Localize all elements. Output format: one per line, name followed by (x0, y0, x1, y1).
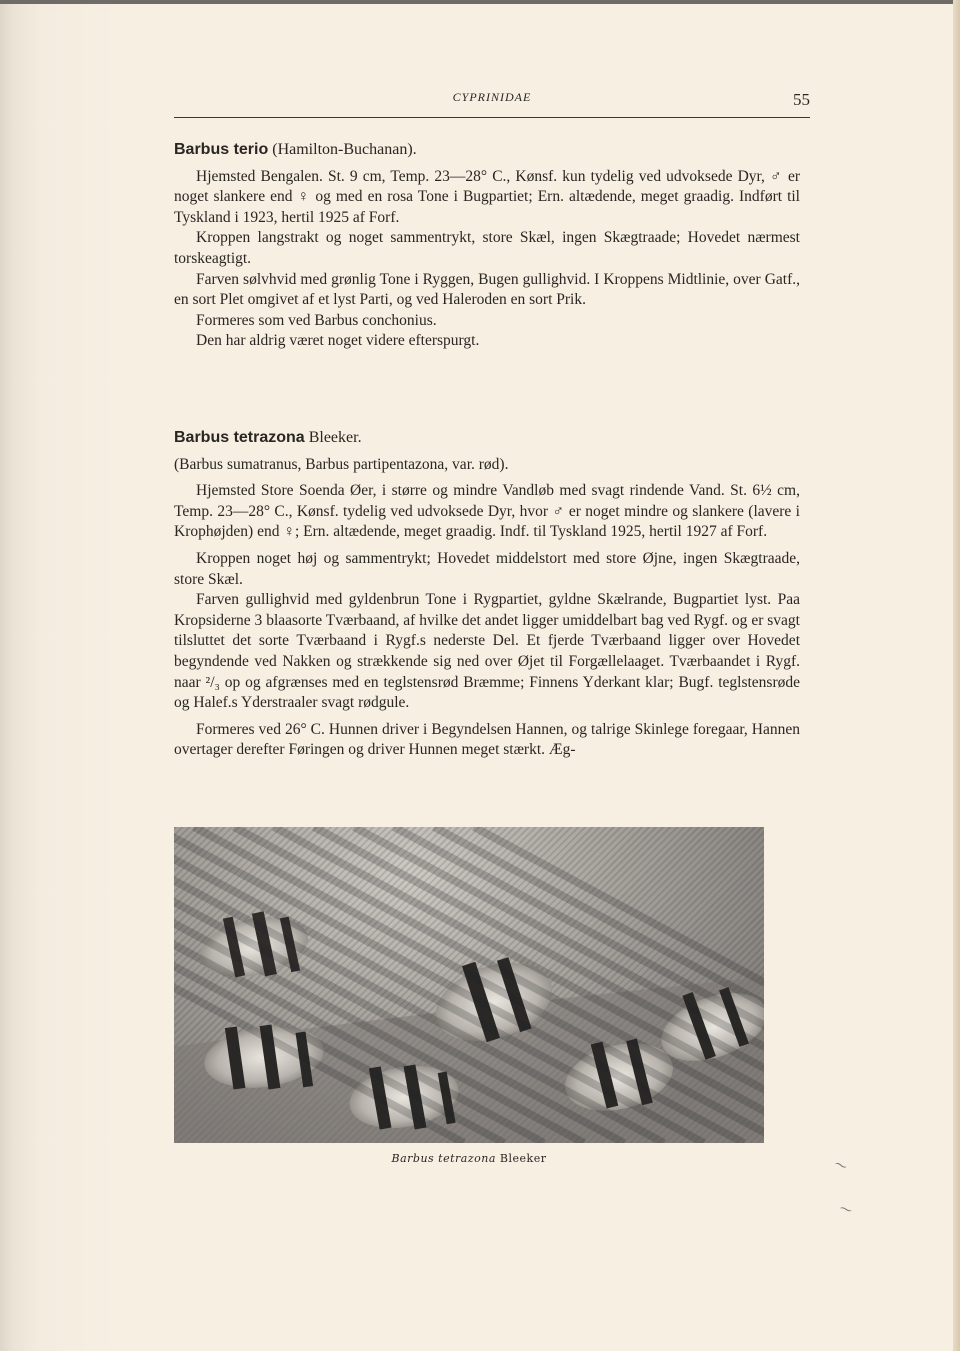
species-author: Bleeker. (308, 429, 362, 446)
paragraph-habitat: Hjemsted Bengalen. St. 9 cm, Temp. 23—28° C., Kønsf. kun tydelig ved udvoksede Dyr, ♂ er noget slankere end ♀ og med en rosa Tone i Bugpartiet; Ern. altædende, meget graadig. Indført til Tyskland i 1923, hertil 1925 af Forf. (174, 167, 800, 226)
running-title: CYPRINIDAE (452, 90, 532, 104)
species-entry-barbus-tetrazona (174, 428, 800, 761)
paragraph-breeding: Formeres ved 26° C. Hunnen driver i Begyndelsen Hannen, og talrige Skinlege foregaar, Hannen overtager derefter Føringen og driver Hunnen meget stærkt. Æg- (174, 720, 800, 759)
caption-author: Bleeker (499, 1152, 547, 1165)
header-rule (174, 117, 810, 118)
ink-smudge: ⁓ (832, 1156, 850, 1174)
paragraph-body: Kroppen langstrakt og noget sammentrykt, store Skæl, ingen Skægtraade; Hovedet nærmest torskeagtigt. (174, 229, 800, 267)
paragraph-demand: Den har aldrig været noget videre efterspurgt. (196, 332, 480, 350)
caption-species: Barbus tetrazona (391, 1152, 496, 1165)
species-author: (Hamilton-Buchanan). (272, 141, 417, 158)
paragraph-breeding: Formeres som ved Barbus conchonius. (196, 311, 437, 329)
ink-smudge: ⁓ (837, 1200, 855, 1218)
paragraph-habitat: Hjemsted Store Soenda Øer, i større og mindre Vandløb med svagt rindende Vand. St. 6½ cm, Temp. 23—28° C., Kønsf. tydelig ved udvoksede Dyr, hvor ♂ er noget mindre og slankere (lavere i Krophøjden) end ♀; Ern. altædende, meget graadig. Indf. til Tyskland 1925, hertil 1927 af Forf. (174, 482, 800, 541)
species-heading (174, 140, 800, 161)
species-heading (174, 428, 800, 449)
running-head (174, 88, 810, 112)
species-entry-barbus-terio (174, 140, 800, 352)
fish-photograph (174, 827, 764, 1143)
species-name: Barbus tetrazona (174, 429, 305, 446)
fish-photo-illustration (174, 827, 764, 1143)
scan-right-edge (953, 0, 960, 1351)
paragraph-color: Farven sølvhvid med grønlig Tone i Ryggen, Bugen gullighvid. I Kroppens Midtlinie, over Gatf., en sort Plet omgivet af et lyst Parti, og ved Haleroden en sort Prik. (174, 270, 800, 309)
species-synonyms: (Barbus sumatranus, Barbus partipentazona, var. rød). (174, 455, 509, 473)
page-number: 55 (793, 90, 810, 109)
paragraph-color: Farven gullighvid med gyldenbrun Tone i Rygpartiet, gyldne Skælrande, Bugpartiet lyst. Paa Kropsiderne 3 blaasorte Tværbaand, af hvilke det andet ligger umiddelbart bag ved Rygf. og er svagt tilsluttet det sorte Tværbaand i Rygf.s nederste Del. Et fjerde Tværbaand ligger over Hovedet begyndende ved Nakken og strækkende sig ned over Øjet til Forgællelaaget. Tværbaandet i Rygf. naar ²/₃ op og afgrænses med en teglstensrød Bræmme; Finnens Yderkant klar; Bugf. teglstensrøde og Halef.s Yderstraaler svagt rødgule. (174, 591, 800, 712)
figure-caption (174, 1152, 764, 1165)
species-name: Barbus terio (174, 141, 269, 158)
paragraph-body: Kroppen noget høj og sammentrykt; Hovedet middelstort med store Øjne, ingen Skægtraade, store Skæl. (174, 549, 800, 588)
